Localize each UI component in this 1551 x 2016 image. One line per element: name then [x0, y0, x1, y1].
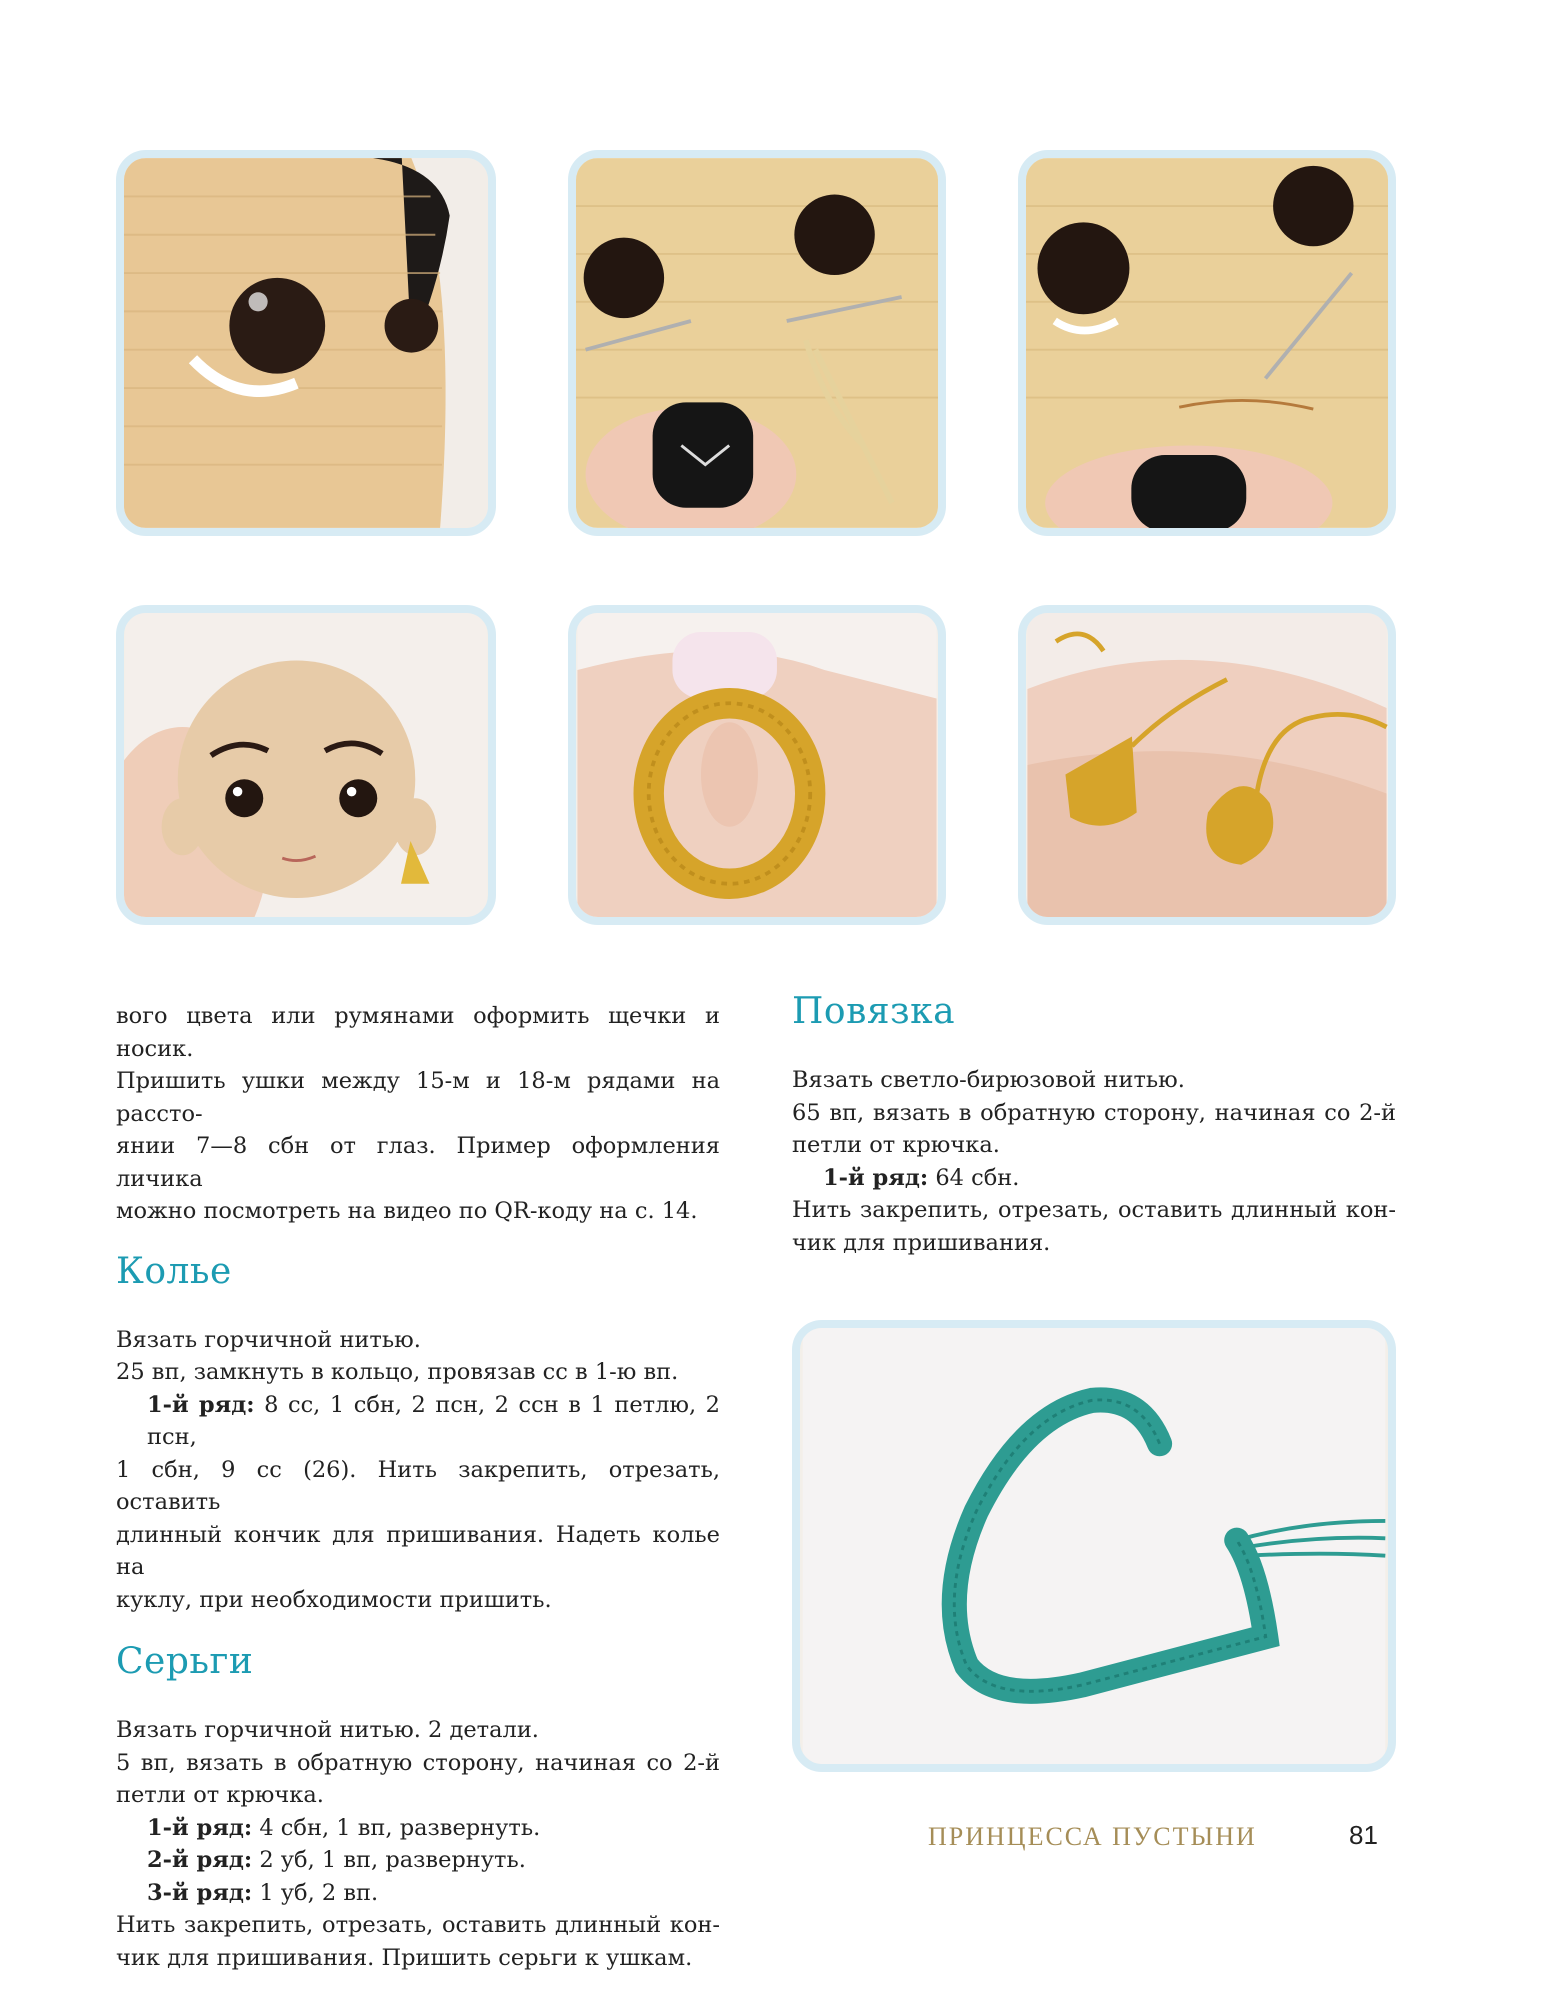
earrings-p2-line: 5 вп, вязать в обратную сторону, начиная со 2-й — [116, 1749, 720, 1776]
row-label: 2-й ряд: — [147, 1847, 253, 1873]
crochet-head-finished-face-icon — [124, 613, 488, 917]
row-text: 8 сс, 1 сбн, 2 псн, 2 ссн в 1 петлю, 2 псн, — [147, 1391, 720, 1450]
crochet-face-embroidery-needle-icon — [576, 158, 938, 528]
photo-head-finished-face — [116, 605, 496, 925]
left-column — [116, 1000, 720, 1974]
row-label: 1-й ряд: — [147, 1391, 255, 1418]
row-text: 64 сбн. — [935, 1164, 1020, 1191]
row-label: 3-й ряд: — [147, 1879, 253, 1906]
earrings-end-line: чик для пришивания. Пришить серьги к ушкам. — [116, 1944, 693, 1971]
page-number: 81 — [1349, 1820, 1378, 1850]
necklace-p2: 25 вп, замкнуть в кольцо, провязав сс в 1-ю вп. — [116, 1359, 679, 1385]
intro-line: вого цвета или румянами оформить щечки и носик. — [116, 1003, 720, 1062]
headband-p2-line: петли от крючка. — [792, 1132, 1000, 1158]
necklace-line: 1 сбн, 9 сс (26). Нить закрепить, отрезать, оставить — [116, 1456, 720, 1515]
earrings-heading: Серьги — [116, 1641, 254, 1682]
intro-line: можно посмотреть на видео по QR-коду на с. 14. — [116, 1198, 698, 1224]
headband-p2-line: 65 вп, вязать в обратную сторону, начиная со 2-й — [792, 1099, 1396, 1126]
crochet-earrings-icon — [1026, 613, 1388, 917]
row-label: 1-й ряд: — [147, 1814, 253, 1841]
crochet-head-eye-closeup-icon — [124, 158, 488, 528]
necklace-row1 — [116, 1389, 720, 1454]
photo-face-embroidery-needle — [568, 150, 946, 536]
crochet-face-mouth-embroidery-icon — [1026, 158, 1388, 528]
row-text: 1 уб, 2 вп. — [259, 1879, 379, 1906]
headband-end-line: Нить закрепить, отрезать, оставить длинный кон- — [792, 1197, 1396, 1223]
crochet-necklace-ring-icon — [576, 613, 938, 917]
headband-row1 — [792, 1162, 1396, 1195]
intro-line: Пришить ушки между 15-м и 18-м рядами на рассто- — [116, 1068, 720, 1127]
photo-head-eye-closeup — [116, 150, 496, 536]
necklace-line: длинный кончик для пришивания. Надеть колье на — [116, 1521, 720, 1580]
earrings-row — [116, 1844, 720, 1877]
photo-face-mouth-embroidery — [1018, 150, 1396, 536]
necklace-p1: Вязать горчичной нитью. — [116, 1326, 421, 1353]
photo-earrings — [1018, 605, 1396, 925]
earrings-p1: Вязать горчичной нитью. 2 детали. — [116, 1717, 539, 1743]
earrings-p2-line: петли от крючка. — [116, 1782, 324, 1808]
crochet-headband-strip-icon — [800, 1328, 1388, 1764]
footer-book-title: ПРИНЦЕССА ПУСТЫНИ — [928, 1822, 1257, 1851]
necklace-line: куклу, при необходимости пришить. — [116, 1586, 552, 1613]
headband-heading: Повязка — [792, 991, 956, 1032]
earrings-row — [116, 1812, 720, 1845]
earrings-end-line: Нить закрепить, отрезать, оставить длинный кон- — [116, 1912, 720, 1938]
necklace-heading: Колье — [116, 1250, 232, 1292]
headband-p1: Вязать светло-бирюзовой нитью. — [792, 1067, 1185, 1093]
row-text: 2 уб, 1 вп, развернуть. — [259, 1847, 526, 1873]
photo-headband-strip — [792, 1320, 1396, 1772]
earrings-row — [116, 1877, 720, 1910]
row-text: 4 сбн, 1 вп, развернуть. — [259, 1814, 541, 1841]
right-column — [792, 990, 1396, 1259]
intro-line: янии 7—8 сбн от глаз. Пример оформления личика — [116, 1133, 720, 1192]
headband-end-line: чик для пришивания. — [792, 1229, 1051, 1256]
photo-necklace-ring — [568, 605, 946, 925]
row-label: 1-й ряд: — [823, 1164, 929, 1191]
